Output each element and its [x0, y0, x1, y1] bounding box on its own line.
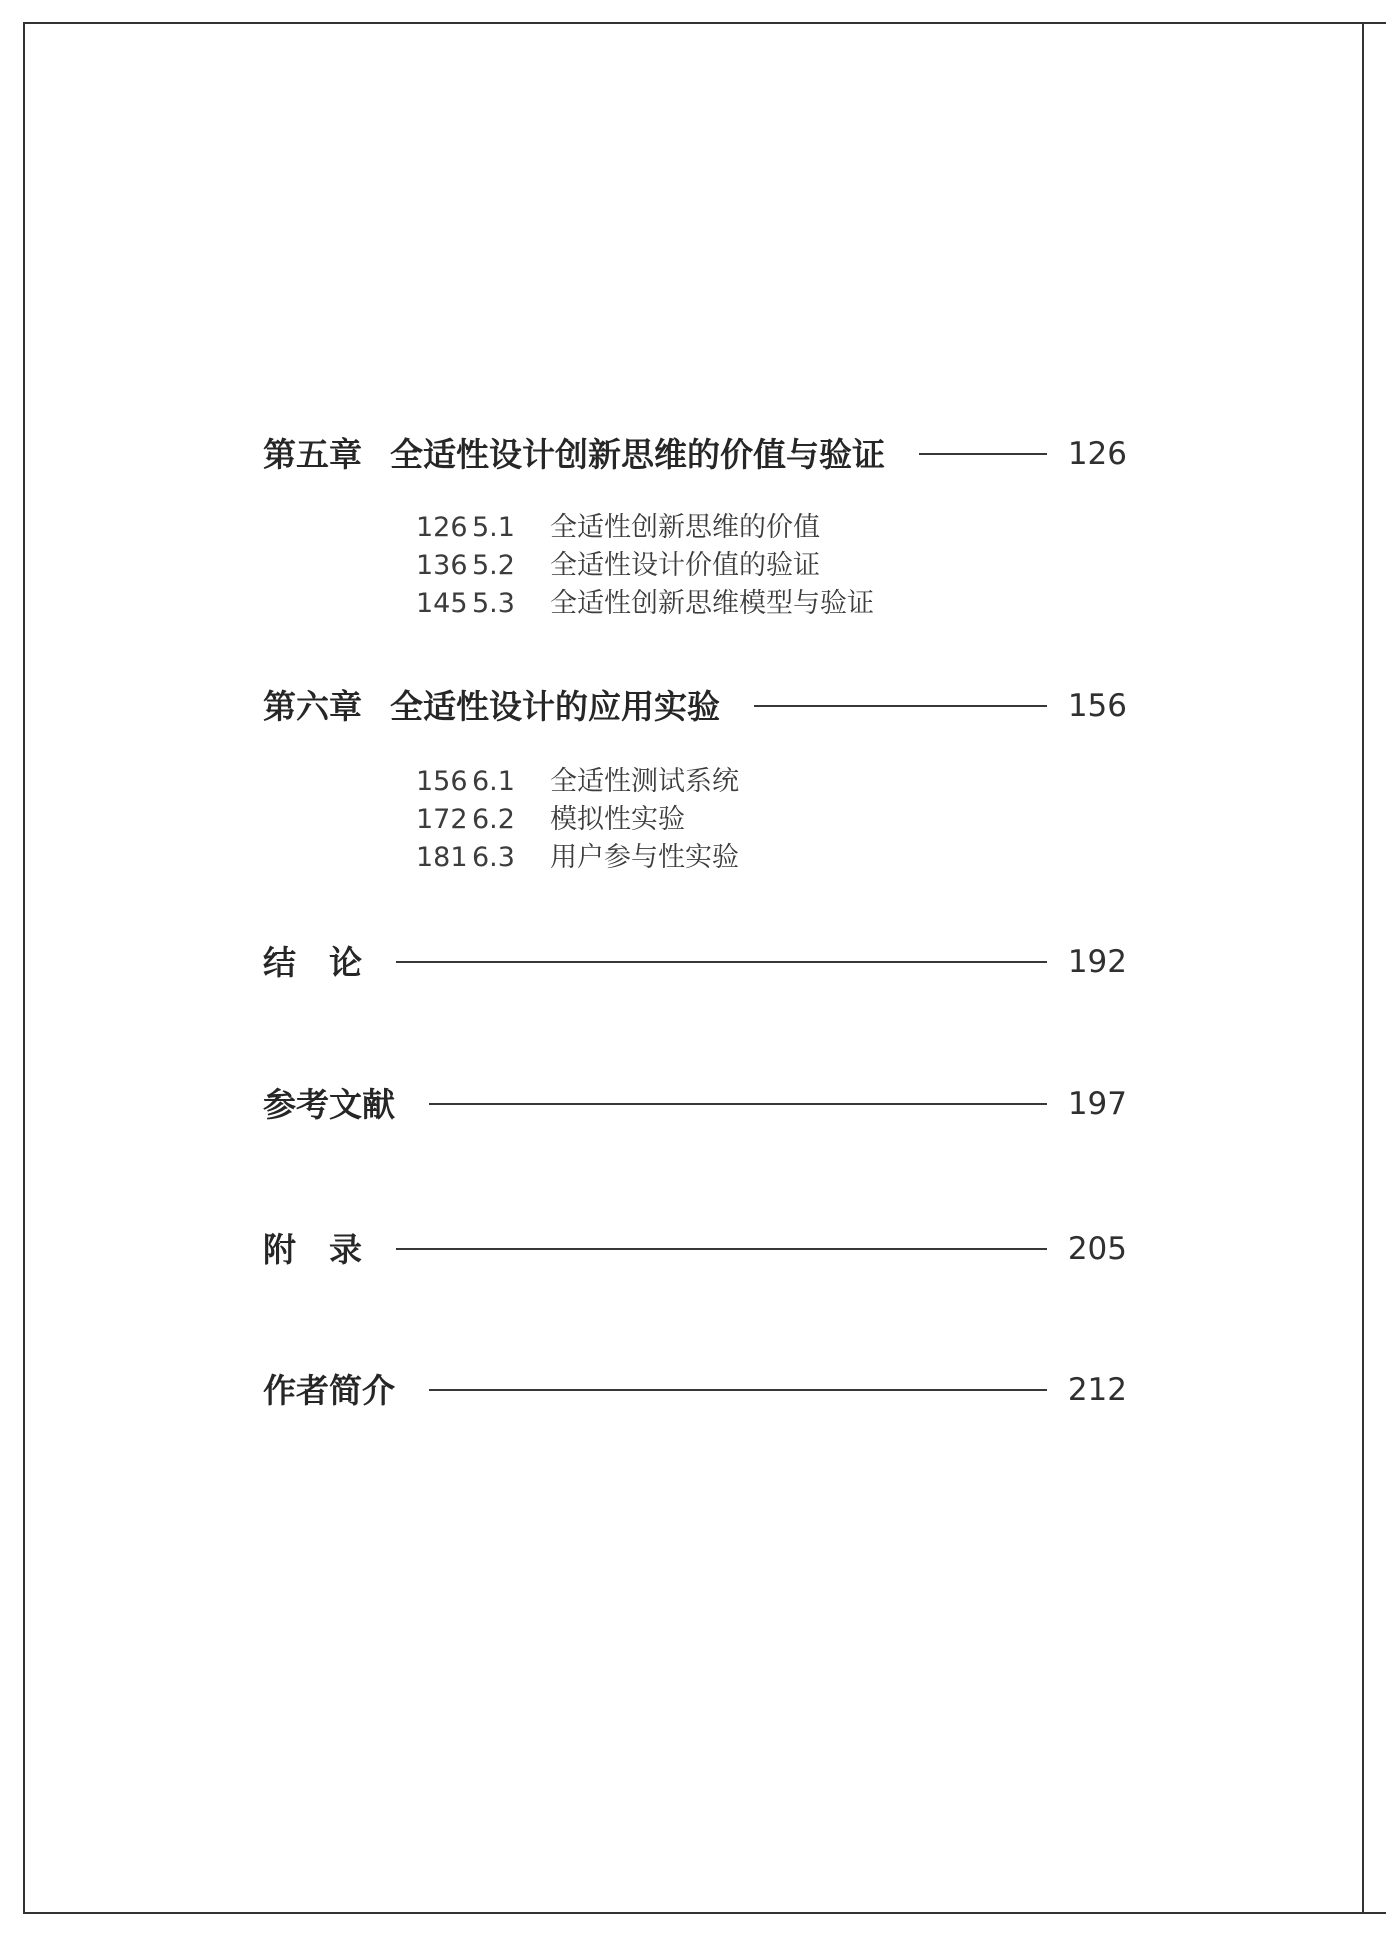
section-number: 5.1 — [472, 511, 515, 543]
section-number: 6.1 — [472, 765, 515, 797]
chapter-6-page-number: 156 — [1067, 687, 1127, 724]
section-title: 全适性设计价值的验证 — [550, 549, 820, 580]
table-of-contents — [263, 437, 1127, 1407]
leader-line — [429, 1103, 1047, 1105]
toc-section-entry — [416, 800, 1127, 838]
toc-backmatter-appendix — [263, 1232, 1127, 1266]
toc-chapter-6-block — [263, 689, 1127, 876]
section-title: 用户参与性实验 — [550, 841, 739, 872]
backmatter-title: 参考文献 — [263, 1085, 395, 1123]
section-page-number: 181 — [416, 841, 468, 873]
backmatter-page-number: 205 — [1067, 1230, 1127, 1267]
section-page-number: 156 — [416, 765, 468, 797]
backmatter-title: 结 论 — [263, 943, 362, 981]
section-page-number: 126 — [416, 511, 468, 543]
leader-line — [754, 705, 1047, 707]
page-border-top-line — [23, 22, 1386, 24]
chapter-6-sections — [416, 762, 1127, 876]
toc-section-entry — [416, 762, 1127, 800]
leader-line — [396, 1248, 1047, 1250]
leader-line — [919, 453, 1047, 455]
toc-chapter-5-block — [263, 437, 1127, 622]
backmatter-title: 作者简介 — [263, 1371, 395, 1409]
section-page-number: 136 — [416, 549, 468, 581]
toc-section-entry — [416, 508, 1127, 546]
toc-chapter-6-entry — [263, 689, 1127, 723]
toc-section-entry — [416, 838, 1127, 876]
chapter-5-label: 第五章 — [263, 435, 362, 473]
toc-section-entry — [416, 584, 1127, 622]
section-number: 6.2 — [472, 803, 515, 835]
section-title: 全适性创新思维模型与验证 — [550, 587, 874, 618]
section-title: 模拟性实验 — [550, 803, 685, 834]
backmatter-page-number: 197 — [1067, 1085, 1127, 1122]
leader-line — [396, 961, 1047, 963]
chapter-5-title: 全适性设计创新思维的价值与验证 — [390, 435, 885, 473]
chapter-5-page-number: 126 — [1067, 435, 1127, 472]
section-number: 6.3 — [472, 841, 515, 873]
page-border-right-line — [1362, 22, 1364, 1914]
section-page-number: 172 — [416, 803, 468, 835]
section-page-number: 145 — [416, 587, 468, 619]
section-title: 全适性创新思维的价值 — [550, 511, 820, 542]
section-number: 5.2 — [472, 549, 515, 581]
toc-chapter-5-entry — [263, 437, 1127, 471]
section-title: 全适性测试系统 — [550, 765, 739, 796]
backmatter-page-number: 192 — [1067, 943, 1127, 980]
chapter-5-sections — [416, 508, 1127, 622]
chapter-6-label: 第六章 — [263, 687, 362, 725]
backmatter-page-number: 212 — [1067, 1371, 1127, 1408]
toc-section-entry — [416, 546, 1127, 584]
page-border-left-line — [23, 22, 25, 1914]
toc-backmatter-author-bio — [263, 1373, 1127, 1407]
toc-backmatter-references — [263, 1087, 1127, 1121]
toc-backmatter-conclusion — [263, 945, 1127, 979]
section-number: 5.3 — [472, 587, 515, 619]
backmatter-title: 附 录 — [263, 1230, 362, 1268]
page-border-bottom-line — [23, 1912, 1386, 1914]
chapter-6-title: 全适性设计的应用实验 — [390, 687, 720, 725]
leader-line — [429, 1389, 1047, 1391]
